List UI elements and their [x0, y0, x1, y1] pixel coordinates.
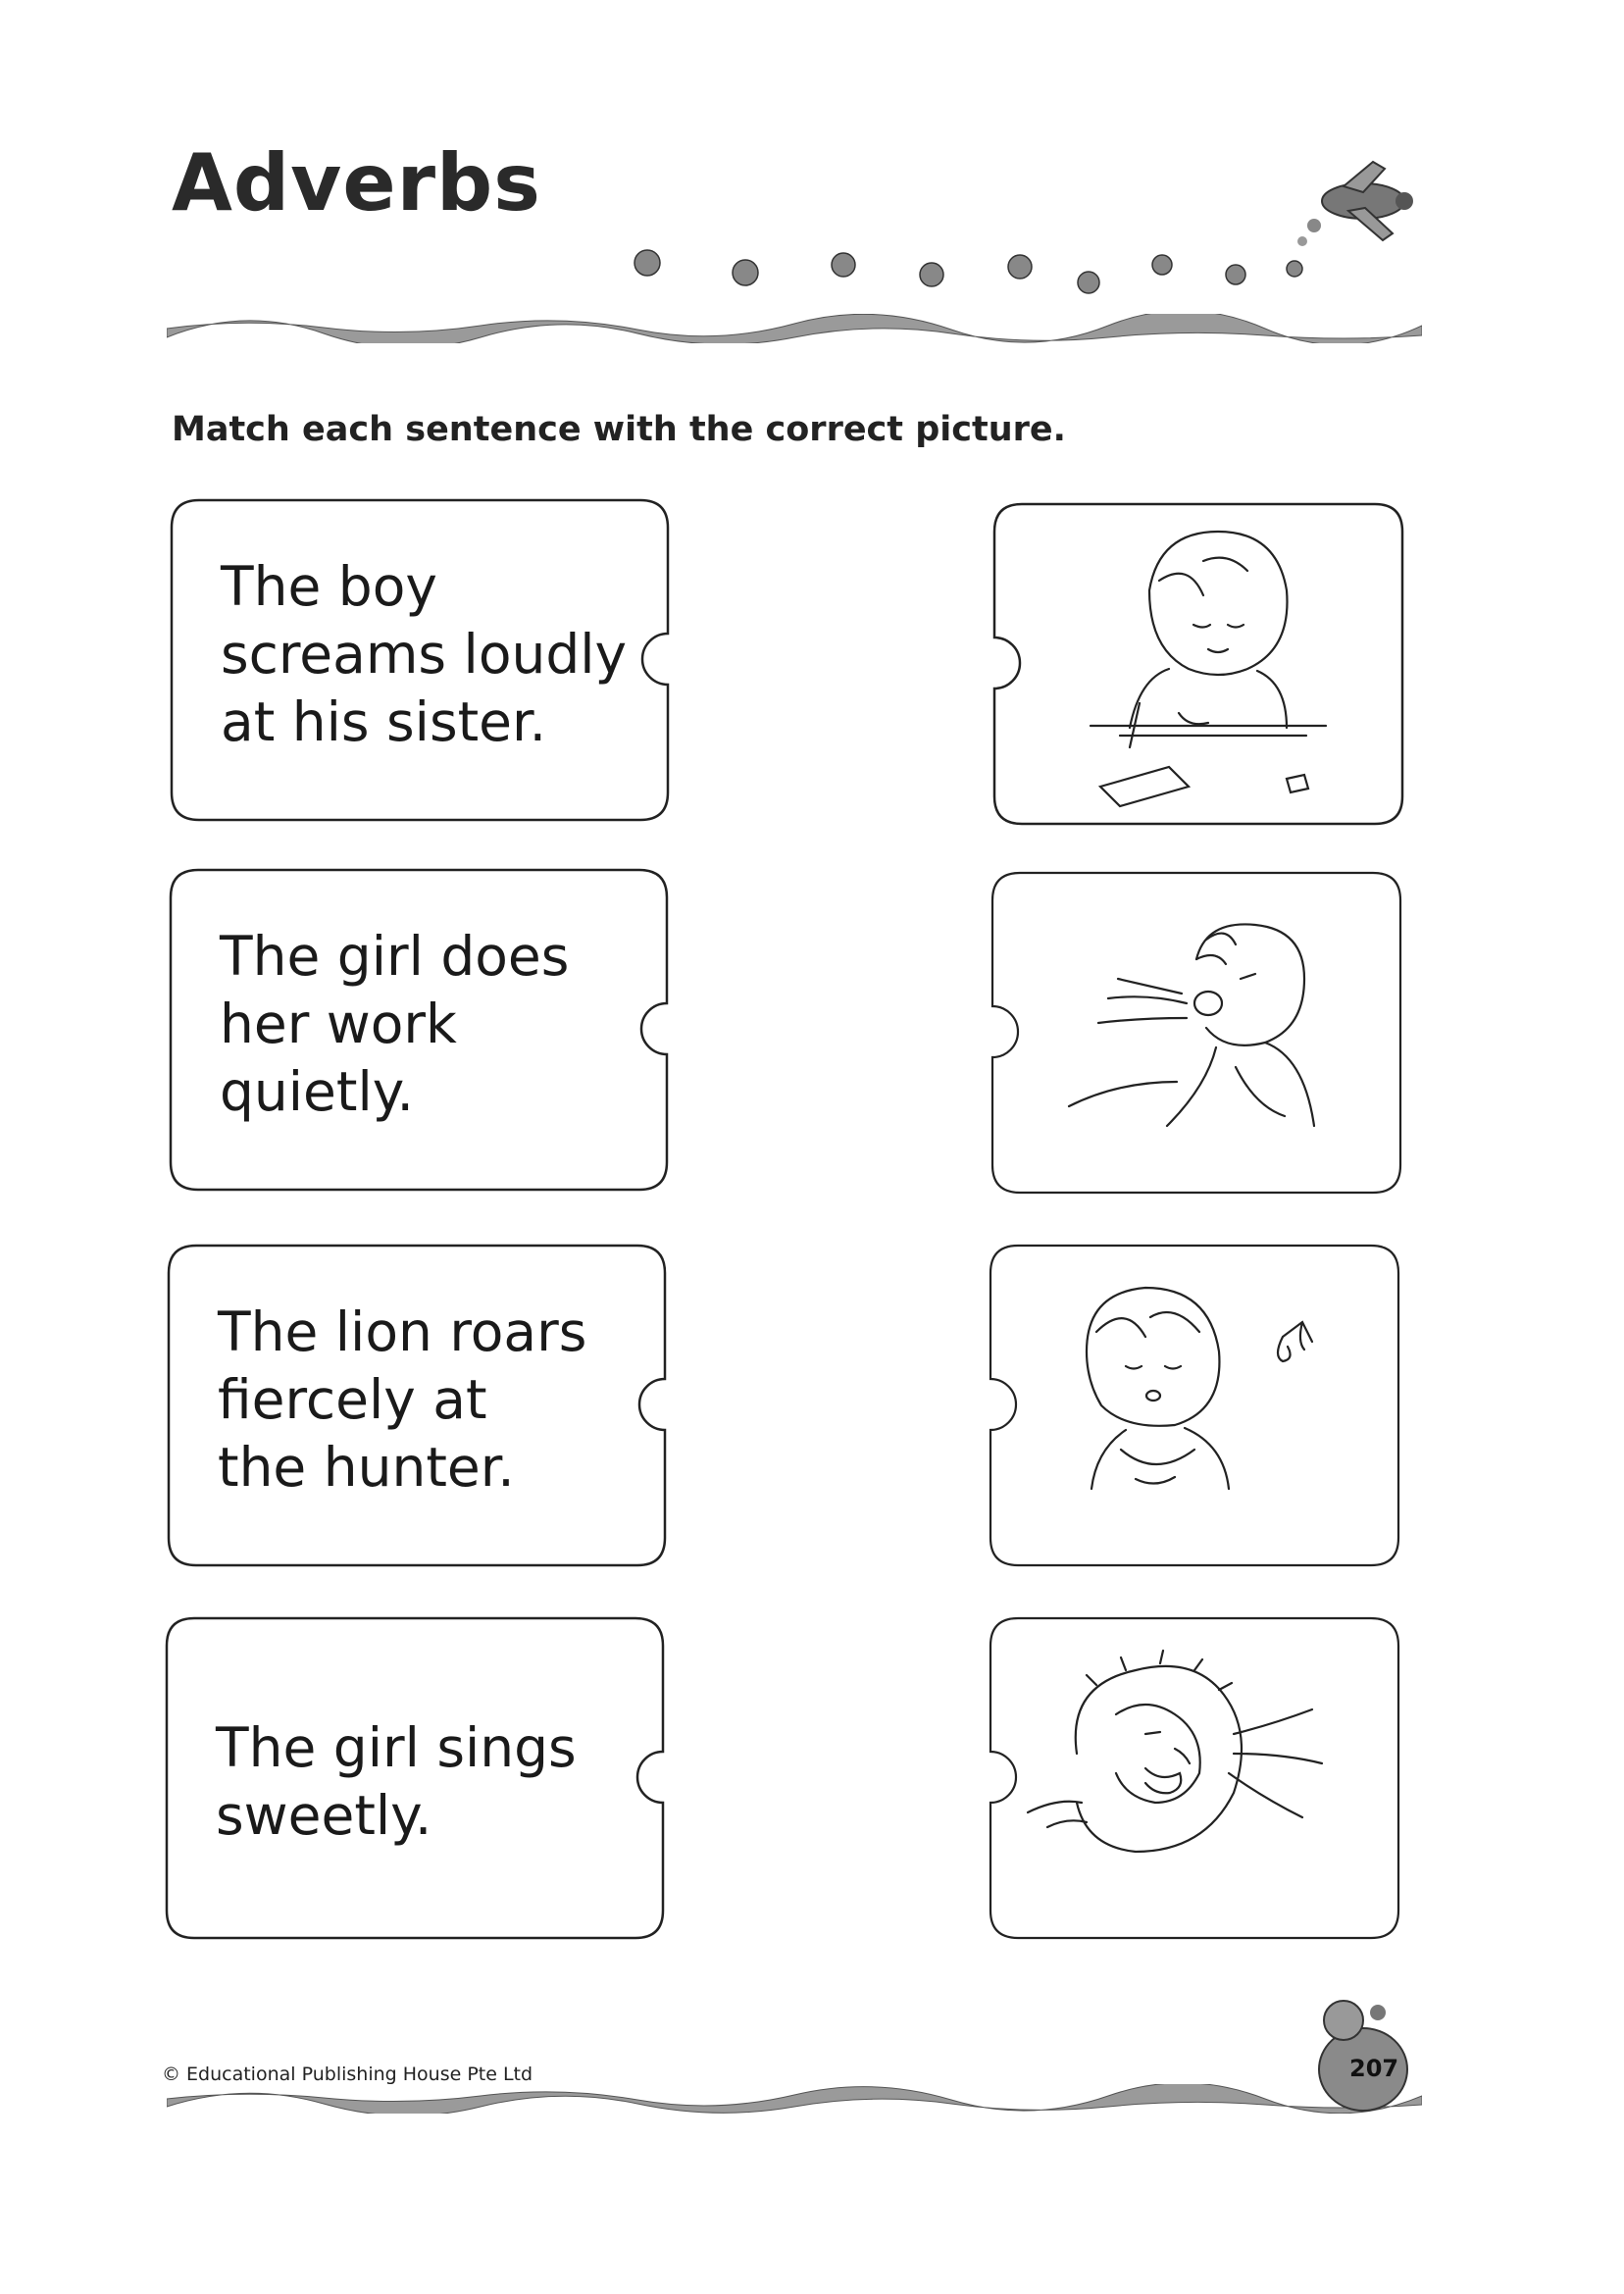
picture-card-2[interactable] [990, 871, 1402, 1195]
picture-card-4[interactable] [989, 1616, 1400, 1940]
sentence-card-2[interactable] [169, 868, 669, 1192]
page-number: 207 [1349, 2055, 1399, 2082]
lion-roaring-icon [989, 1616, 1400, 1940]
page-title: Adverbs [172, 137, 541, 229]
sentence-text: The lion roars fiercely at the hunter. [218, 1300, 587, 1499]
top-divider [167, 314, 1422, 343]
sentence-text: The girl does her work quietly. [220, 925, 570, 1123]
copyright-text: © Educational Publishing House Pte Ltd [162, 2064, 533, 2085]
sentence-card-4[interactable] [165, 1616, 665, 1940]
sentence-card-3[interactable] [167, 1244, 667, 1567]
picture-card-1[interactable] [992, 502, 1404, 826]
sentence-text: The boy screams loudly at his sister. [221, 555, 628, 753]
picture-card-3[interactable] [989, 1244, 1400, 1567]
girl-singing-icon [989, 1244, 1400, 1567]
bottom-divider [167, 2084, 1422, 2114]
boy-writing-icon [992, 502, 1404, 826]
sentence-card-1[interactable] [170, 498, 670, 822]
instruction-text: Match each sentence with the correct picture. [172, 410, 1066, 449]
boy-screaming-icon [990, 871, 1402, 1195]
sentence-text: The girl sings sweetly. [216, 1716, 577, 1847]
flower-trail-decoration [618, 235, 1324, 304]
